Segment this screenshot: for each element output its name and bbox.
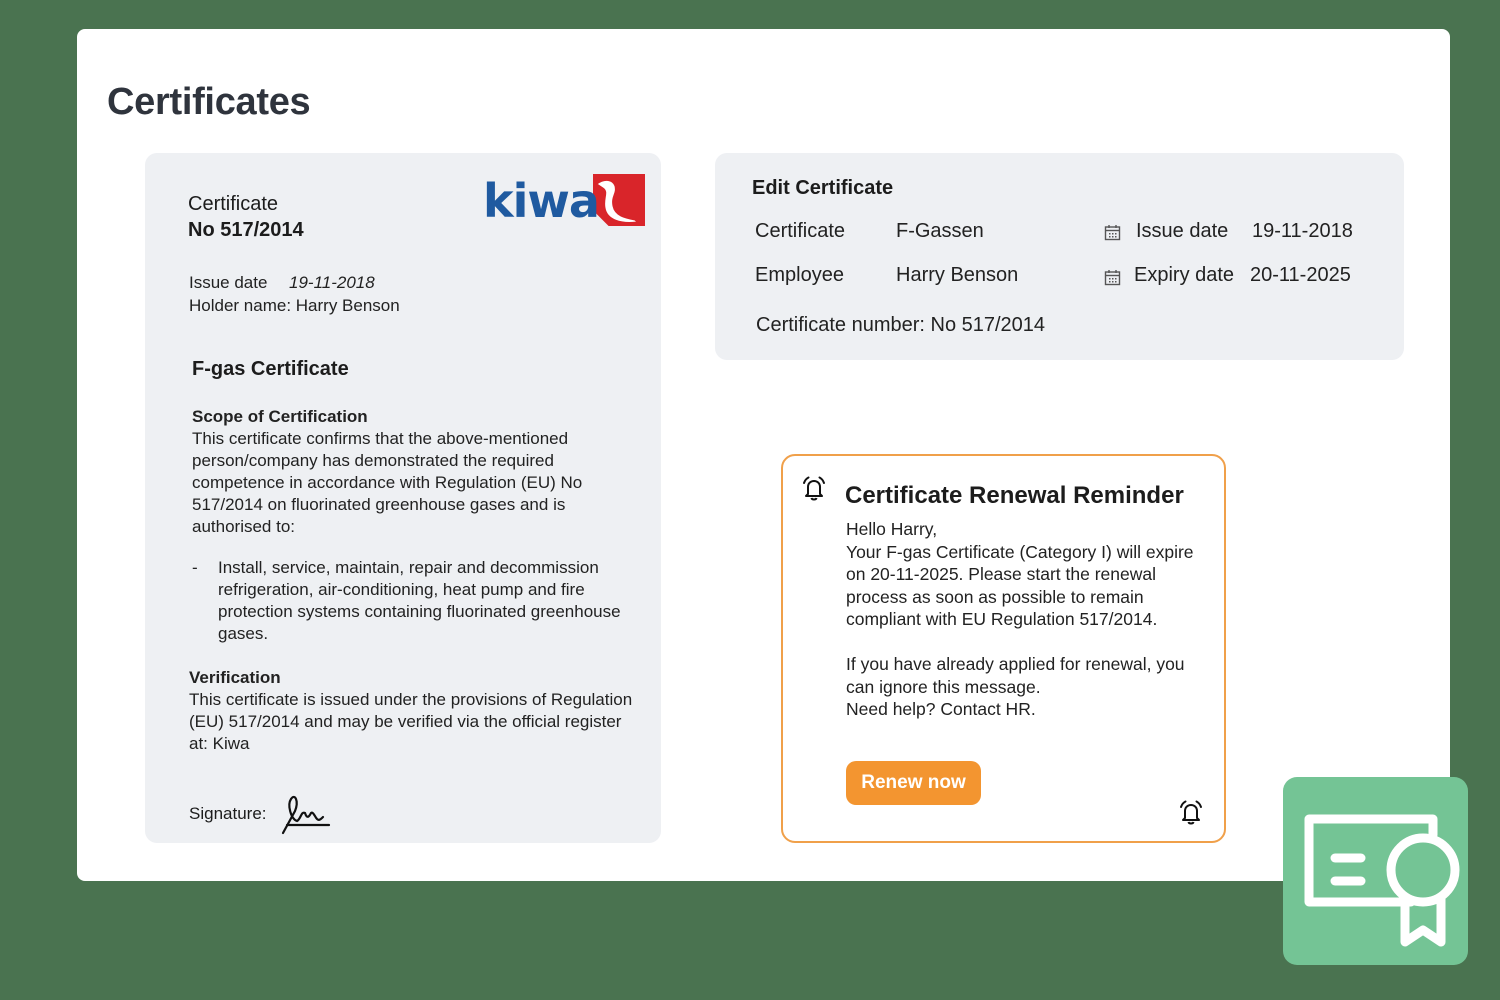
bell-icon (799, 474, 829, 504)
signature-row (189, 791, 331, 837)
renewal-reminder-card (781, 454, 1226, 843)
certificate-meta (189, 271, 400, 317)
verification-heading: Verification (189, 668, 281, 687)
signature-icon (279, 791, 331, 837)
certificate-field-value[interactable]: F-Gassen (896, 220, 984, 242)
signature-label: Signature: (189, 804, 267, 823)
kiwa-logo-text: kiwa (483, 174, 599, 228)
issue-date-field-label: Issue date (1136, 220, 1229, 242)
verification-text: This certificate is issued under the provisions of Regulation (EU) 517/2014 and may be verified via the official register at: Kiwa (189, 690, 633, 753)
issue-date-field-value[interactable]: 19-11-2018 (1252, 220, 1353, 242)
scope-bullet (192, 557, 642, 645)
bullet-text: Install, service, maintain, repair and decommission refrigeration, air-conditioning, heat pump and fire protection systems containing fluorinated greenhouse gases. (218, 558, 621, 643)
certificate-award-icon (1283, 777, 1468, 965)
reminder-greeting: Hello Harry, (846, 519, 938, 539)
employee-field-label: Employee (755, 264, 844, 286)
certificate-number-field: Certificate number: No 517/2014 (756, 314, 1046, 336)
reminder-body (846, 518, 1206, 721)
scope-text: This certificate confirms that the above-mentioned person/company has demonstrated the required competence in accordance with Regulation (EU) No 517/2014 on fluorinated greenhouse gases and is authorised to: (192, 429, 583, 536)
reminder-ignore-note: If you have already applied for renewal, you can ignore this message. (846, 654, 1185, 697)
verification-section (189, 667, 639, 755)
calendar-icon (1104, 224, 1121, 241)
kiwa-logo (483, 172, 645, 230)
issue-date-label: Issue date (189, 273, 268, 292)
certificate-heading: F-gas Certificate (192, 358, 349, 380)
reminder-title: Certificate Renewal Reminder (845, 482, 1184, 509)
certificates-panel (77, 29, 1450, 881)
holder-name: Holder name: Harry Benson (189, 296, 400, 315)
calendar-icon (1104, 269, 1121, 286)
page-title: Certificates (107, 81, 311, 123)
certificate-number: No 517/2014 (188, 219, 304, 241)
expiry-date-field-value[interactable]: 20-11-2025 (1250, 264, 1351, 286)
reminder-message: Your F-gas Certificate (Category I) will expire on 20-11-2025. Please start the renewal process as soon as possible to remain compliant with EU Regulation 517/2014. (846, 541, 1194, 629)
bell-icon[interactable] (1176, 798, 1206, 828)
employee-field-value[interactable]: Harry Benson (896, 264, 1019, 286)
expiry-date-field-label: Expiry date (1134, 264, 1235, 286)
certificate-label: Certificate (188, 193, 279, 215)
edit-certificate-card (715, 153, 1404, 360)
scope-section (192, 406, 632, 538)
edit-certificate-title: Edit Certificate (752, 177, 894, 199)
certificate-preview-card (145, 153, 661, 843)
bullet-dash: - (192, 558, 198, 577)
issue-date-value: 19-11-2018 (289, 273, 375, 292)
certificate-badge (1283, 777, 1468, 965)
certificate-field-label: Certificate (755, 220, 846, 242)
scope-heading: Scope of Certification (192, 407, 368, 426)
reminder-help: Need help? Contact HR. (846, 699, 1036, 719)
renew-now-button[interactable]: Renew now (846, 761, 981, 805)
